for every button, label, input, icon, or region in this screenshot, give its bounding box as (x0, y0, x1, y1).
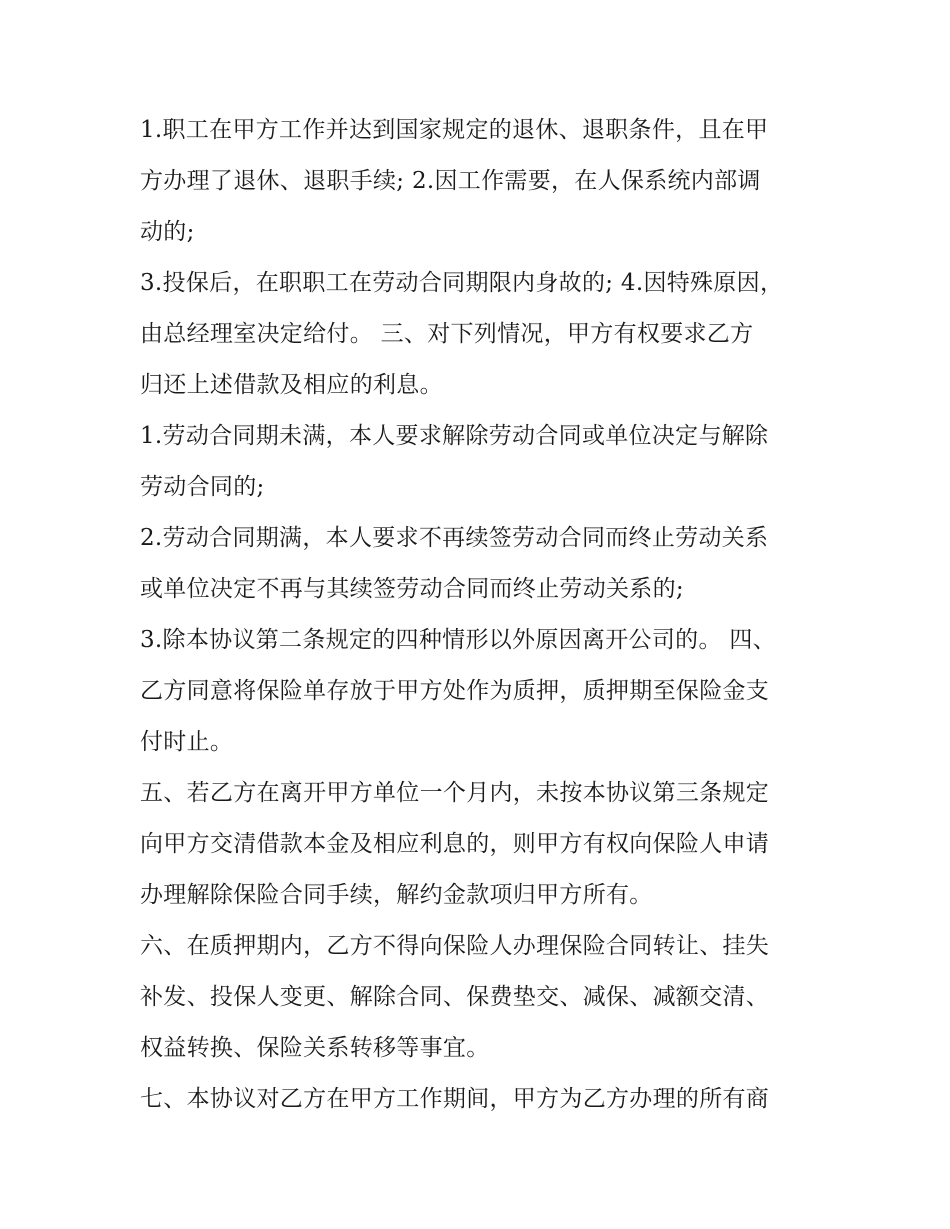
text-line: 付时止。 (140, 729, 234, 755)
text-line: 或单位决定不再与其续签劳动合同而终止劳动关系的; (140, 576, 684, 602)
text-line: 七、本协议对乙方在甲方工作期间，甲方为乙方办理的所有商 (140, 1086, 770, 1112)
text-line: 补发、投保人变更、解除合同、保费垫交、减保、减额交清、 (140, 984, 770, 1010)
text-line: 劳动合同的; (140, 474, 265, 500)
text-line: 3.除本协议第二条规定的四种情形以外原因离开公司的。 四、 (140, 627, 776, 653)
text-line: 归还上述借款及相应的利息。 (140, 372, 443, 398)
text-line: 办理解除保险合同手续，解约金款项归甲方所有。 (140, 882, 653, 908)
text-line: 1.劳动合同期未满，本人要求解除劳动合同或单位决定与解除 (140, 423, 769, 449)
text-line: 1.职工在甲方工作并达到国家规定的退休、退职条件，且在甲 (140, 117, 769, 143)
text-line: 六、在质押期内，乙方不得向保险人办理保险合同转让、挂失 (140, 933, 770, 959)
text-line: 3.投保后，在职职工在劳动合同期限内身故的; 4.因特殊原因， (140, 270, 784, 296)
text-line: 五、若乙方在离开甲方单位一个月内，未按本协议第三条规定 (140, 780, 770, 806)
text-line: 2.劳动合同期满，本人要求不再续签劳动合同而终止劳动关系 (140, 525, 769, 551)
text-line: 由总经理室决定给付。 三、对下列情况，甲方有权要求乙方 (140, 321, 754, 347)
document-body (140, 105, 830, 1125)
text-line: 权益转换、保险关系转移等事宜。 (140, 1035, 490, 1061)
text-line: 动的; (140, 219, 195, 245)
text-line: 乙方同意将保险单存放于甲方处作为质押，质押期至保险金支 (140, 678, 770, 704)
text-line: 向甲方交清借款本金及相应利息的，则甲方有权向保险人申请 (140, 831, 770, 857)
text-line: 方办理了退休、退职手续; 2.因工作需要，在人保系统内部调 (140, 168, 761, 194)
